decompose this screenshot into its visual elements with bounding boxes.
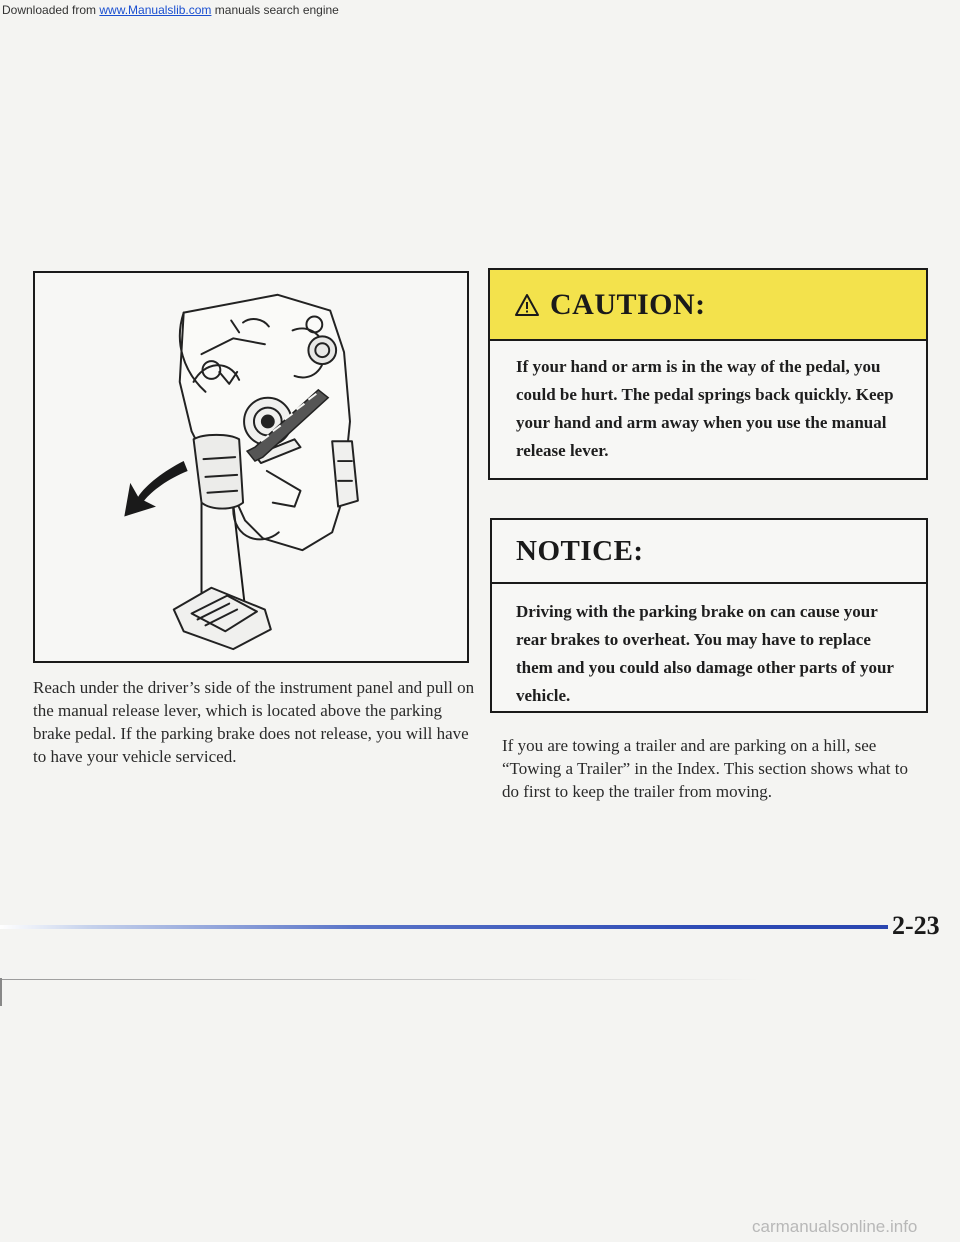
notice-text: Driving with the parking brake on can cause your rear brakes to overheat. You may have to replace them and you could also damage other parts of your vehicle. — [516, 602, 894, 705]
warning-triangle-icon — [514, 293, 540, 317]
towing-paragraph: If you are towing a trailer and are parking on a hill, see “Towing a Trailer” in the Index. This section shows what to do first to keep the trailer from moving. — [502, 736, 908, 801]
manualslib-link[interactable]: www.Manualslib.com — [99, 3, 212, 17]
download-banner — [0, 0, 702, 20]
banner-prefix: Downloaded from — [2, 3, 100, 17]
notice-box — [490, 518, 928, 713]
footer-tick — [0, 978, 2, 1006]
caution-text: If your hand or arm is in the way of the pedal, you could be hurt. The pedal springs back quickly. Keep your hand and arm away when you use the manual release lever. — [516, 357, 894, 460]
page-rule — [0, 925, 888, 929]
release-instructions: Reach under the driver’s side of the instrument panel and pull on the manual release lever, which is located above the parking brake pedal. If the parking brake does not release, you will have to have your vehicle serviced. — [33, 678, 475, 766]
site-watermark: carmanualsonline.info — [752, 1217, 918, 1236]
parking-brake-illustration — [33, 271, 469, 663]
parking-brake-pedal-icon — [35, 273, 467, 661]
caution-header — [490, 270, 926, 341]
page-number: 2-23 — [892, 911, 940, 940]
footer-divider — [0, 979, 760, 980]
banner-suffix: manuals search engine — [211, 3, 339, 17]
notice-title: NOTICE: — [516, 534, 644, 567]
caution-box — [488, 268, 928, 480]
caution-title: CAUTION: — [550, 287, 706, 321]
notice-header — [492, 520, 926, 584]
